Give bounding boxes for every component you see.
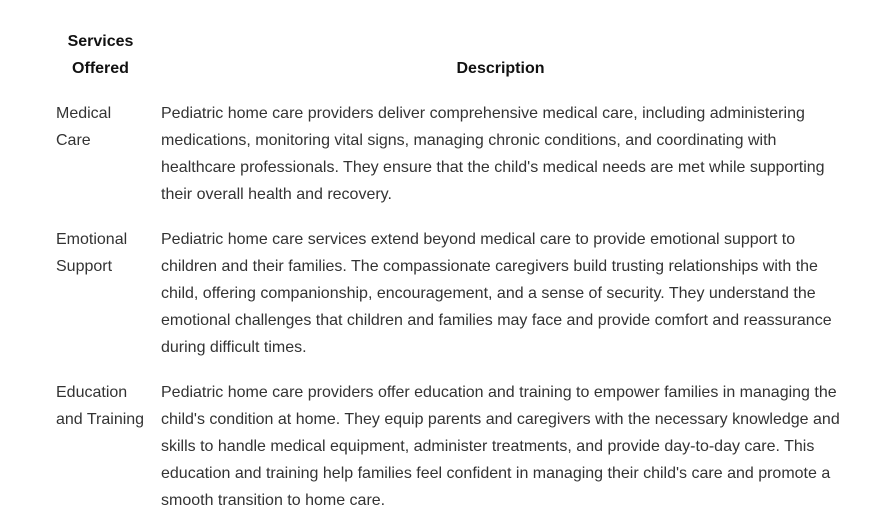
service-cell-emotional-support: Emotional Support [56, 231, 128, 275]
description-cell-medical-care: Pediatric home care providers deliver comprehensive medical care, including administering medications, monitoring vital signs, managing chronic conditions, and coordinating with healthcare professionals. They ensure that the child's medical needs are met while supporting their overall health and recovery. [161, 105, 825, 203]
description-cell-emotional-support: Pediatric home care services extend beyond medical care to provide emotional support to children and their families. The compassionate caregivers build trusting relationships with the child, offering companionship, encouragement, and a sense of security. They understand the emotional challenges that children and families may face and provide comfort and reassurance during difficult times. [161, 231, 832, 356]
header-row [48, 24, 848, 90]
table-row [48, 216, 848, 369]
table-row [48, 369, 848, 522]
description-header: Description [456, 60, 545, 77]
description-cell-education-training: Pediatric home care providers offer education and training to empower families in managing the child's condition at home. They equip parents and caregivers with the necessary knowledge and skills to handle medical equipment, administer treatments, and provide day-to-day care. This education and training help families feel confident in managing their child's care and promote a smooth transition to home care. [161, 384, 840, 509]
service-cell-medical-care: Medical Care [56, 105, 112, 149]
services-table [48, 24, 848, 522]
service-cell-education-training: Education and Training [56, 384, 145, 428]
services-offered-header: Services Offered [67, 33, 134, 77]
table-row [48, 90, 848, 216]
